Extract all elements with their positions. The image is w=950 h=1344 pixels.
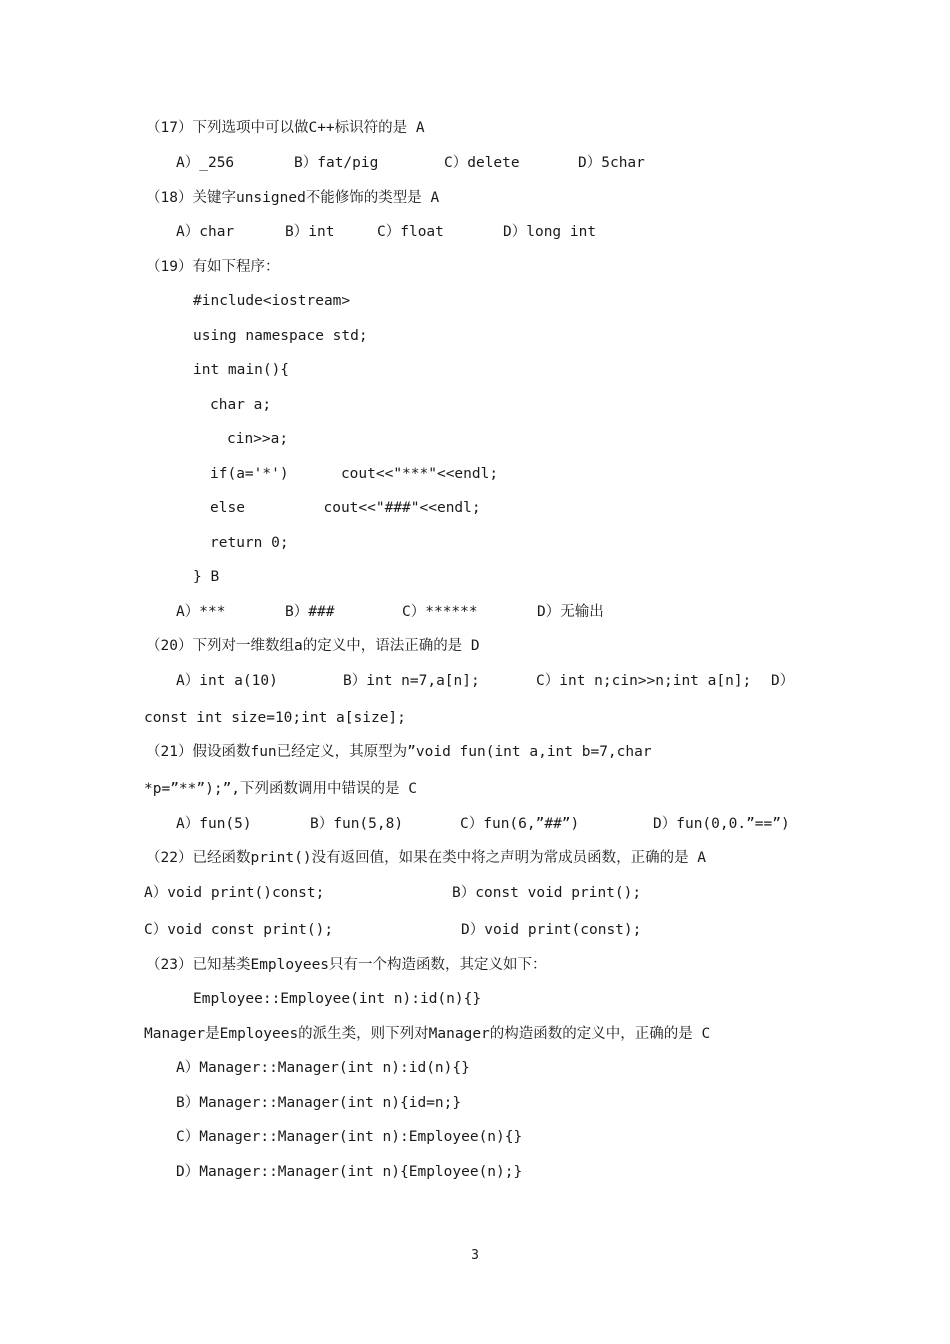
q20-option-b: B）int n=7,a[n]; — [343, 673, 480, 689]
question-23-line-2: Manager是Employees的派生类，则下列对Manager的构造函数的定义中，正确的是 C — [144, 1026, 711, 1042]
q19-code-line-3: int main(){ — [193, 362, 290, 378]
q21-option-b: B）fun(5,8) — [310, 816, 404, 832]
q20-option-d: D） — [771, 673, 795, 689]
q20-option-c: C）int n;cin>>n;int a[n]; — [536, 673, 752, 689]
q19-option-d: D）无输出 — [537, 604, 604, 620]
question-19: （19）有如下程序： — [146, 259, 280, 275]
q17-option-b: B）fat/pig — [294, 155, 379, 171]
q22-option-c: C）void const print(); — [144, 922, 334, 938]
question-23: （23）已知基类Employees只有一个构造函数，其定义如下： — [146, 957, 547, 973]
q21-option-d: D）fun(0,0.”==”) — [653, 816, 790, 832]
question-22: （22）已经函数print()没有返回值，如果在类中将之声明为常成员函数，正确的是 A — [146, 850, 707, 866]
q19-code-line-1: #include<iostream> — [193, 293, 351, 309]
q17-option-d: D）5char — [578, 155, 645, 171]
q18-option-c: C）float — [377, 224, 444, 240]
question-18: （18）关键字unsigned不能修饰的类型是 A — [146, 190, 440, 206]
page-number: 3 — [471, 1248, 479, 1263]
q21-option-a: A）fun(5) — [176, 816, 252, 832]
question-21-line-2: *p=”**”);”,下列函数调用中错误的是 C — [144, 781, 417, 797]
q18-option-b: B）int — [285, 224, 335, 240]
q23-option-d: D）Manager::Manager(int n){Employee(n);} — [176, 1164, 523, 1180]
q21-option-c: C）fun(6,”##”) — [460, 816, 580, 832]
q19-code-line-9: } B — [193, 569, 220, 585]
question-21: （21）假设函数fun已经定义，其原型为”void fun(int a,int b=7,char — [146, 744, 652, 760]
q23-code: Employee::Employee(int n):id(n){} — [193, 991, 482, 1007]
q19-option-c: C）****** — [402, 604, 478, 620]
q19-code-line-5: cin>>a; — [227, 431, 289, 447]
q17-option-a: A）_256 — [176, 155, 235, 171]
question-17: （17）下列选项中可以做C++标识符的是 A — [146, 120, 425, 136]
q22-option-d: D）void print(const); — [461, 922, 642, 938]
q19-code-line-7: else cout<<"###"<<endl; — [210, 500, 481, 516]
q23-option-a: A）Manager::Manager(int n):id(n){} — [176, 1060, 470, 1076]
q23-option-c: C）Manager::Manager(int n):Employee(n){} — [176, 1129, 523, 1145]
q18-option-a: A）char — [176, 224, 235, 240]
q22-option-a: A）void print()const; — [144, 885, 325, 901]
q22-option-b: B）const void print(); — [452, 885, 642, 901]
q18-option-d: D）long int — [503, 224, 597, 240]
q23-option-b: B）Manager::Manager(int n){id=n;} — [176, 1095, 462, 1111]
q20-option-d-continuation: const int size=10;int a[size]; — [144, 710, 406, 726]
q19-option-a: A）*** — [176, 604, 226, 620]
q20-option-a: A）int a(10) — [176, 673, 278, 689]
q19-code-line-8: return 0; — [210, 535, 289, 551]
q17-option-c: C）delete — [444, 155, 520, 171]
q19-code-line-6: if(a='*') cout<<"***"<<endl; — [210, 466, 499, 482]
q19-code-line-2: using namespace std; — [193, 328, 368, 344]
question-20: （20）下列对一维数组a的定义中，语法正确的是 D — [146, 638, 480, 654]
q19-code-line-4: char a; — [210, 397, 272, 413]
q19-option-b: B）### — [285, 604, 335, 620]
